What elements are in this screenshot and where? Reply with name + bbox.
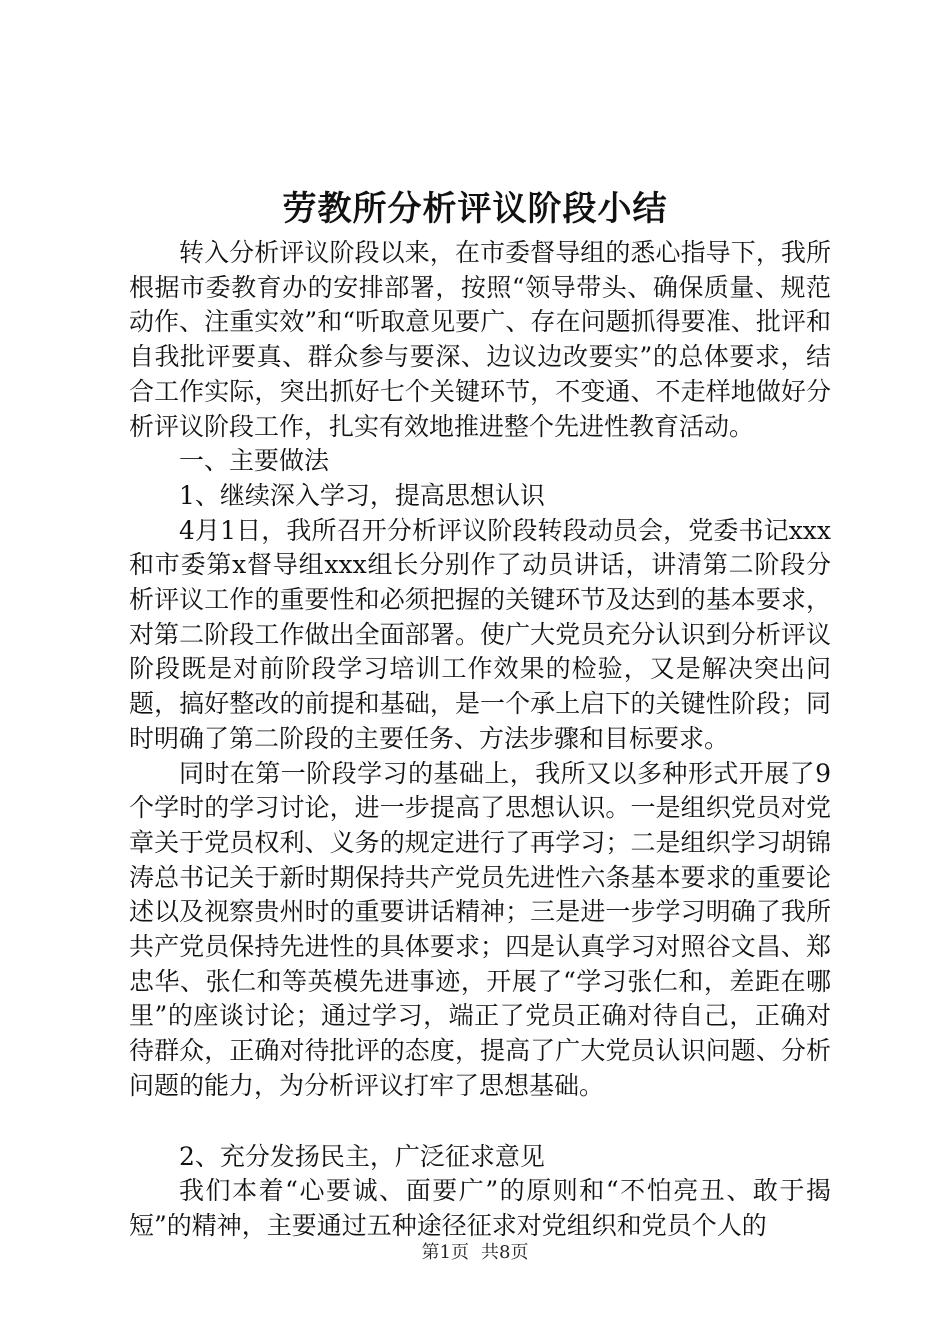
page-total: 共8页	[481, 1242, 529, 1263]
subsection-heading-democracy: 2、充分发扬民主，广泛征求意见	[179, 1141, 545, 1171]
page-number: 第1页	[421, 1242, 469, 1263]
subsection-heading-study: 1、继续深入学习，提高思想认识	[179, 480, 545, 510]
study-paragraph-meeting: 4月1日，我所召开分析评议阶段转段动员会，党委书记xxx和市委第x督导组xxx组长分别作了动员讲话，讲清第二阶段分析评议工作的重要性和必须把握的关键环节及达到的基本要求，对第二阶段工作做出全面部署。使广大党员充分认识到分析评议阶段既是对前阶段学习培训工作效果的检验，又是解决突出问题，搞好整改的前提和基础，是一个承上启下的关键性阶段；同时明确了第二阶段的主要任务、方法步骤和目标要求。	[129, 515, 831, 753]
democracy-paragraph: 我们本着“心要诚、面要广”的原则和“不怕亮丑、敢于揭短”的精神，主要通过五种途径征求对党组织和党员个人的	[129, 1176, 831, 1240]
page-footer	[0, 1241, 950, 1265]
document-title: 劳教所分析评议阶段小结	[282, 189, 668, 229]
paragraph-gap	[129, 1104, 831, 1140]
section-heading-main-practices: 一、主要做法	[179, 446, 330, 476]
study-paragraph-discussion: 同时在第一阶段学习的基础上，我所又以多种形式开展了9个学时的学习讨论，进一步提高了思想认识。一是组织党员对党章关于党员权利、义务的规定进行了再学习；二是组织学习胡锦涛总书记关于新时期保持共产党员先进性六条基本要求的重要论述以及视察贵州时的重要讲话精神；三是进一步学习明确了我所共产党员保持先进性的具体要求；四是认真学习对照谷文昌、郑忠华、张仁和等英模先进事迹，开展了“学习张仁和，差距在哪里”的座谈讨论；通过学习，端正了党员正确对待自己，正确对待群众，正确对待批评的态度，提高了广大党员认识问题、分析问题的能力，为分析评议打牢了思想基础。	[129, 758, 831, 1100]
document-body	[129, 236, 831, 1244]
intro-paragraph: 转入分析评议阶段以来，在市委督导组的悉心指导下，我所根据市委教育办的安排部署，按照“领导带头、确保质量、规范动作、注重实效”和“听取意见要广、存在问题抓得要准、批评和自我批评要真、群众参与要深、边议边改要实”的总体要求，结合工作实际，突出抓好七个关键环节，不变通、不走样地做好分析评议阶段工作，扎实有效地推进整个先进性教育活动。	[129, 238, 831, 441]
